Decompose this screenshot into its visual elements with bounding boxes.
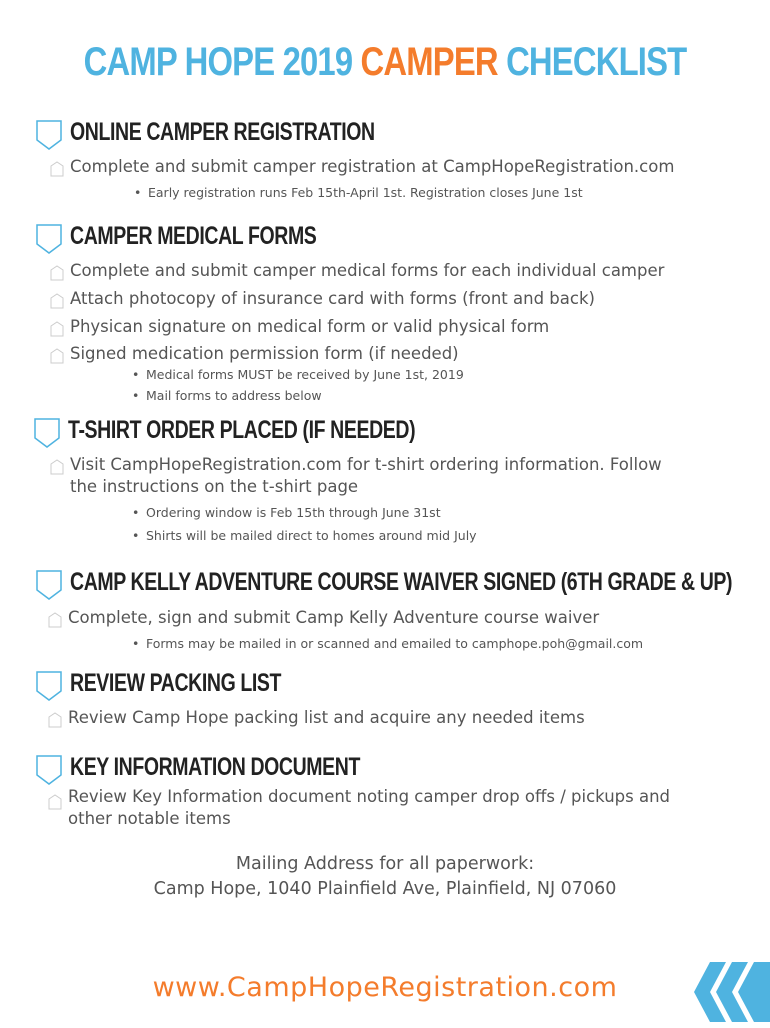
checklist-item-text: Physican signature on medical form or valid physical form [70, 317, 550, 336]
checklist-item-text: Complete and submit camper medical forms for each individual camper [70, 261, 665, 280]
checkbox-icon[interactable] [50, 321, 64, 337]
shield-checkbox-icon[interactable] [36, 570, 62, 600]
checkbox-icon[interactable] [48, 712, 62, 728]
section-title: CAMP KELLY ADVENTURE COURSE WAIVER SIGNED (6TH GRADE & UP) [70, 568, 733, 596]
checklist-item-text: Review Camp Hope packing list and acquire any needed items [68, 708, 585, 727]
note-bullet: • Shirts will be mailed direct to homes around mid July [132, 528, 477, 543]
shield-checkbox-icon[interactable] [36, 224, 62, 254]
checklist-item-text: Review Key Information document noting camper drop offs / pickups and other notable items [68, 787, 671, 828]
checklist-item-text: Complete and submit camper registration at CampHopeRegistration.com [70, 157, 675, 176]
checklist-item[interactable] [50, 343, 710, 365]
shield-checkbox-icon[interactable] [34, 418, 60, 448]
shield-checkbox-icon[interactable] [36, 671, 62, 701]
mailing-address: Camp Hope, 1040 Plainfield Ave, Plainfield, NJ 07060 [153, 879, 617, 899]
note-bullet: • Forms may be mailed in or scanned and emailed to camphope.poh@gmail.com [132, 636, 643, 651]
section-title: ONLINE CAMPER REGISTRATION [70, 118, 375, 146]
title-part-2: CAMPER [360, 40, 498, 84]
checkbox-icon[interactable] [50, 459, 64, 475]
title-part-1: CAMP HOPE 2019 [83, 40, 361, 84]
title-part-3: CHECKLIST [497, 40, 687, 84]
section-title: KEY INFORMATION DOCUMENT [70, 753, 361, 781]
checkbox-icon[interactable] [50, 161, 64, 177]
checklist-item[interactable] [50, 288, 710, 310]
section-title: REVIEW PACKING LIST [70, 669, 282, 697]
checklist-item-text: Complete, sign and submit Camp Kelly Adventure course waiver [68, 608, 600, 627]
checklist-item-text: Signed medication permission form (if needed) [70, 344, 459, 363]
note-bullet: • Medical forms MUST be received by June 1st, 2019 [132, 367, 464, 382]
checklist-item[interactable] [48, 607, 708, 629]
note-bullet: • Mail forms to address below [132, 388, 322, 403]
checklist-item[interactable] [48, 786, 678, 830]
checkbox-icon[interactable] [50, 265, 64, 281]
checkbox-icon[interactable] [50, 293, 64, 309]
chevrons-left-icon [690, 960, 770, 1028]
page-title [69, 40, 700, 85]
note-bullet: • Ordering window is Feb 15th through June 31st [132, 505, 441, 520]
website-link[interactable]: www.CampHopeRegistration.com [152, 972, 618, 1003]
checklist-item[interactable] [50, 260, 710, 282]
checkbox-icon[interactable] [48, 794, 62, 810]
checklist-item[interactable] [50, 454, 690, 498]
shield-checkbox-icon[interactable] [36, 755, 62, 785]
checkbox-icon[interactable] [50, 348, 64, 364]
checklist-item[interactable] [50, 156, 710, 178]
checklist-item-text: Attach photocopy of insurance card with forms (front and back) [70, 289, 595, 308]
section-title: CAMPER MEDICAL FORMS [70, 222, 317, 250]
checklist-item[interactable] [50, 316, 710, 338]
note-bullet: • Early registration runs Feb 15th-April 1st. Registration closes June 1st [134, 185, 583, 200]
checklist-item[interactable] [48, 707, 708, 729]
mailing-address-heading: Mailing Address for all paperwork: [235, 854, 535, 874]
checkbox-icon[interactable] [48, 612, 62, 628]
shield-checkbox-icon[interactable] [36, 120, 62, 150]
checklist-item-text: Visit CampHopeRegistration.com for t-shirt ordering information. Follow the instructions on the t-shirt page [70, 455, 662, 496]
section-title: T-SHIRT ORDER PLACED (IF NEEDED) [68, 416, 416, 444]
